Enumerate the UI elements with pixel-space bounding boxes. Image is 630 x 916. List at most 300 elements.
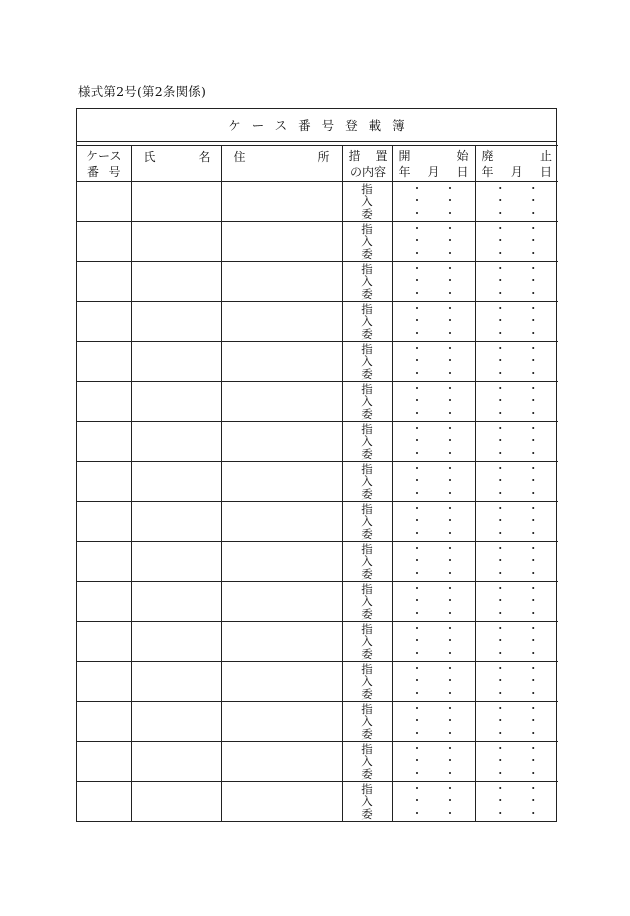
- measure-cell[interactable]: [342, 582, 392, 622]
- header-end-char: 止: [539, 148, 552, 163]
- date-separator-dot: ・: [527, 181, 539, 195]
- date-separator-dot: ・: [444, 274, 456, 288]
- date-separator-dot: ・: [494, 806, 506, 820]
- address-cell[interactable]: [221, 262, 342, 302]
- header-address-char: 所: [317, 149, 330, 164]
- date-separator-dot: ・: [411, 274, 423, 288]
- register-row: [77, 342, 558, 382]
- address-cell[interactable]: [221, 182, 342, 222]
- date-separator-dot: ・: [494, 674, 506, 688]
- date-separator-dot: ・: [527, 754, 539, 768]
- date-separator-dot: ・: [444, 686, 456, 700]
- measure-option: 指: [361, 661, 373, 676]
- start-date-cell[interactable]: [392, 462, 475, 502]
- date-separator-dot: ・: [411, 781, 423, 795]
- end-date-cell[interactable]: [475, 262, 558, 302]
- date-separator-dot: ・: [527, 446, 539, 460]
- case-register-sheet: [76, 108, 557, 822]
- date-separator-dot: ・: [527, 301, 539, 315]
- end-date-cell[interactable]: [475, 582, 558, 622]
- date-separator-dot: ・: [527, 701, 539, 715]
- case-number-cell[interactable]: [77, 302, 131, 342]
- address-cell[interactable]: [221, 662, 342, 702]
- date-separator-dot: ・: [494, 514, 506, 528]
- header-name-char: 名: [198, 149, 211, 164]
- measure-cell[interactable]: [342, 262, 392, 302]
- date-separator-dot: ・: [527, 246, 539, 260]
- case-number-cell[interactable]: [77, 622, 131, 662]
- date-separator-dot: ・: [494, 434, 506, 448]
- end-date-cell[interactable]: [475, 782, 558, 822]
- measure-cell[interactable]: [342, 662, 392, 702]
- date-separator-dot: ・: [494, 646, 506, 660]
- date-separator-dot: ・: [444, 634, 456, 648]
- date-separator-dot: ・: [494, 314, 506, 328]
- date-separator-dot: ・: [444, 366, 456, 380]
- register-row: [77, 382, 558, 422]
- date-separator-dot: ・: [527, 766, 539, 780]
- measure-option: 指: [361, 301, 373, 316]
- date-separator-dot: ・: [444, 206, 456, 220]
- end-date-cell[interactable]: [475, 502, 558, 542]
- date-separator-dot: ・: [527, 261, 539, 275]
- register-table: [77, 145, 558, 821]
- case-number-cell[interactable]: [77, 382, 131, 422]
- end-date-cell[interactable]: [475, 222, 558, 262]
- measure-option: 入: [361, 594, 373, 609]
- date-separator-dot: ・: [527, 461, 539, 475]
- date-separator-dot: ・: [444, 806, 456, 820]
- date-separator-dot: ・: [494, 286, 506, 300]
- case-number-cell[interactable]: [77, 662, 131, 702]
- date-separator-dot: ・: [444, 701, 456, 715]
- end-date-cell[interactable]: [475, 382, 558, 422]
- date-separator-dot: ・: [411, 754, 423, 768]
- date-separator-dot: ・: [411, 686, 423, 700]
- measure-option: 入: [361, 794, 373, 809]
- date-separator-dot: ・: [494, 554, 506, 568]
- date-separator-dot: ・: [411, 394, 423, 408]
- date-separator-dot: ・: [494, 701, 506, 715]
- measure-option: 入: [361, 474, 373, 489]
- date-separator-dot: ・: [411, 181, 423, 195]
- register-title-row: [77, 109, 556, 142]
- start-date-cell[interactable]: [392, 382, 475, 422]
- name-cell[interactable]: [131, 262, 221, 302]
- date-separator-dot: ・: [527, 606, 539, 620]
- date-separator-dot: ・: [527, 806, 539, 820]
- date-separator-dot: ・: [411, 446, 423, 460]
- date-separator-dot: ・: [494, 754, 506, 768]
- date-separator-dot: ・: [444, 646, 456, 660]
- header-end-month: 月: [510, 164, 523, 179]
- date-separator-dot: ・: [494, 366, 506, 380]
- end-date-cell[interactable]: [475, 542, 558, 582]
- case-number-cell[interactable]: [77, 182, 131, 222]
- measure-option: 委: [361, 766, 373, 781]
- date-separator-dot: ・: [411, 286, 423, 300]
- measure-option: 入: [361, 314, 373, 329]
- header-start-year: 年: [398, 164, 411, 179]
- date-separator-dot: ・: [444, 766, 456, 780]
- date-separator-dot: ・: [494, 474, 506, 488]
- date-separator-dot: ・: [411, 554, 423, 568]
- date-separator-dot: ・: [494, 501, 506, 515]
- date-separator-dot: ・: [444, 406, 456, 420]
- start-date-cell[interactable]: [392, 782, 475, 822]
- date-separator-dot: ・: [494, 234, 506, 248]
- case-number-cell[interactable]: [77, 702, 131, 742]
- register-row: [77, 222, 558, 262]
- date-separator-dot: ・: [527, 501, 539, 515]
- measure-cell[interactable]: [342, 222, 392, 262]
- start-date-cell[interactable]: [392, 702, 475, 742]
- measure-option: 入: [361, 394, 373, 409]
- name-cell[interactable]: [131, 502, 221, 542]
- date-separator-dot: ・: [494, 686, 506, 700]
- name-cell[interactable]: [131, 542, 221, 582]
- header-address: [221, 146, 342, 182]
- date-separator-dot: ・: [444, 714, 456, 728]
- date-separator-dot: ・: [527, 634, 539, 648]
- measure-option: 委: [361, 726, 373, 741]
- date-separator-dot: ・: [494, 394, 506, 408]
- start-date-cell[interactable]: [392, 302, 475, 342]
- date-separator-dot: ・: [494, 634, 506, 648]
- measure-option: 委: [361, 406, 373, 421]
- measure-option: 指: [361, 341, 373, 356]
- date-separator-dot: ・: [527, 526, 539, 540]
- date-separator-dot: ・: [494, 594, 506, 608]
- header-row: [77, 146, 558, 182]
- address-cell[interactable]: [221, 782, 342, 822]
- case-number-cell[interactable]: [77, 462, 131, 502]
- date-separator-dot: ・: [444, 221, 456, 235]
- header-start-day: 日: [456, 164, 469, 179]
- name-cell[interactable]: [131, 662, 221, 702]
- address-cell[interactable]: [221, 622, 342, 662]
- date-separator-dot: ・: [444, 581, 456, 595]
- measure-option: 指: [361, 381, 373, 396]
- date-separator-dot: ・: [494, 766, 506, 780]
- measure-option: 指: [361, 461, 373, 476]
- date-separator-dot: ・: [444, 434, 456, 448]
- register-row: [77, 502, 558, 542]
- name-cell[interactable]: [131, 782, 221, 822]
- start-date-cell[interactable]: [392, 542, 475, 582]
- date-separator-dot: ・: [527, 314, 539, 328]
- date-separator-dot: ・: [444, 794, 456, 808]
- date-separator-dot: ・: [494, 486, 506, 500]
- header-case-char: 号: [108, 164, 121, 179]
- date-separator-dot: ・: [527, 274, 539, 288]
- address-cell[interactable]: [221, 222, 342, 262]
- case-number-cell[interactable]: [77, 342, 131, 382]
- name-cell[interactable]: [131, 742, 221, 782]
- measure-option: 入: [361, 634, 373, 649]
- start-date-cell[interactable]: [392, 622, 475, 662]
- measure-option: 入: [361, 754, 373, 769]
- register-row: [77, 262, 558, 302]
- end-date-cell[interactable]: [475, 422, 558, 462]
- date-separator-dot: ・: [444, 286, 456, 300]
- date-separator-dot: ・: [444, 261, 456, 275]
- start-date-cell[interactable]: [392, 582, 475, 622]
- measure-option: 委: [361, 526, 373, 541]
- date-separator-dot: ・: [411, 594, 423, 608]
- date-separator-dot: ・: [411, 806, 423, 820]
- end-date-cell[interactable]: [475, 462, 558, 502]
- date-separator-dot: ・: [494, 606, 506, 620]
- form-number-label: 様式第2号(第2条関係): [78, 84, 207, 99]
- date-separator-dot: ・: [527, 474, 539, 488]
- name-cell[interactable]: [131, 222, 221, 262]
- date-separator-dot: ・: [494, 301, 506, 315]
- measure-cell[interactable]: [342, 422, 392, 462]
- date-separator-dot: ・: [527, 354, 539, 368]
- address-cell[interactable]: [221, 502, 342, 542]
- start-date-cell[interactable]: [392, 742, 475, 782]
- date-separator-dot: ・: [494, 526, 506, 540]
- date-separator-dot: ・: [527, 781, 539, 795]
- name-cell[interactable]: [131, 582, 221, 622]
- address-cell[interactable]: [221, 542, 342, 582]
- date-separator-dot: ・: [494, 341, 506, 355]
- header-start-date: [392, 146, 475, 182]
- measure-option: 入: [361, 274, 373, 289]
- date-separator-dot: ・: [494, 221, 506, 235]
- date-separator-dot: ・: [527, 661, 539, 675]
- name-cell[interactable]: [131, 422, 221, 462]
- date-separator-dot: ・: [444, 594, 456, 608]
- date-separator-dot: ・: [444, 661, 456, 675]
- header-case-number: [77, 146, 131, 182]
- date-separator-dot: ・: [411, 794, 423, 808]
- measure-cell[interactable]: [342, 702, 392, 742]
- case-number-cell[interactable]: [77, 782, 131, 822]
- start-date-cell[interactable]: [392, 342, 475, 382]
- date-separator-dot: ・: [444, 394, 456, 408]
- measure-cell[interactable]: [342, 782, 392, 822]
- date-separator-dot: ・: [494, 421, 506, 435]
- header-start-month: 月: [427, 164, 440, 179]
- address-cell[interactable]: [221, 582, 342, 622]
- case-number-cell[interactable]: [77, 502, 131, 542]
- date-separator-dot: ・: [527, 741, 539, 755]
- header-end-char: 廃: [481, 148, 494, 163]
- measure-cell[interactable]: [342, 742, 392, 782]
- date-separator-dot: ・: [411, 434, 423, 448]
- measure-cell[interactable]: [342, 502, 392, 542]
- measure-cell[interactable]: [342, 302, 392, 342]
- date-separator-dot: ・: [527, 394, 539, 408]
- date-separator-dot: ・: [527, 206, 539, 220]
- date-separator-dot: ・: [444, 554, 456, 568]
- address-cell[interactable]: [221, 382, 342, 422]
- start-date-cell[interactable]: [392, 222, 475, 262]
- date-separator-dot: ・: [411, 646, 423, 660]
- date-separator-dot: ・: [527, 686, 539, 700]
- date-separator-dot: ・: [411, 526, 423, 540]
- start-date-cell[interactable]: [392, 662, 475, 702]
- date-separator-dot: ・: [494, 326, 506, 340]
- date-separator-dot: ・: [411, 381, 423, 395]
- end-date-cell[interactable]: [475, 182, 558, 222]
- name-cell[interactable]: [131, 622, 221, 662]
- case-number-cell[interactable]: [77, 422, 131, 462]
- measure-option: 指: [361, 221, 373, 236]
- measure-cell[interactable]: [342, 622, 392, 662]
- header-address-char: 住: [233, 149, 246, 164]
- register-row: [77, 422, 558, 462]
- register-row: [77, 662, 558, 702]
- measure-option: 入: [361, 674, 373, 689]
- measure-option: 委: [361, 366, 373, 381]
- date-separator-dot: ・: [411, 301, 423, 315]
- date-separator-dot: ・: [444, 754, 456, 768]
- address-cell[interactable]: [221, 742, 342, 782]
- measure-option: 入: [361, 194, 373, 209]
- date-separator-dot: ・: [494, 446, 506, 460]
- date-separator-dot: ・: [527, 594, 539, 608]
- start-date-cell[interactable]: [392, 422, 475, 462]
- name-cell[interactable]: [131, 382, 221, 422]
- header-measure-char: 措: [348, 148, 361, 163]
- date-separator-dot: ・: [444, 354, 456, 368]
- measure-option: 指: [361, 421, 373, 436]
- date-separator-dot: ・: [444, 621, 456, 635]
- case-number-cell[interactable]: [77, 542, 131, 582]
- header-case-char: 番: [87, 164, 100, 179]
- date-separator-dot: ・: [444, 501, 456, 515]
- date-separator-dot: ・: [527, 366, 539, 380]
- measure-option: 入: [361, 514, 373, 529]
- case-number-cell[interactable]: [77, 582, 131, 622]
- case-number-cell[interactable]: [77, 222, 131, 262]
- address-cell[interactable]: [221, 302, 342, 342]
- start-date-cell[interactable]: [392, 502, 475, 542]
- date-separator-dot: ・: [527, 646, 539, 660]
- date-separator-dot: ・: [444, 326, 456, 340]
- measure-option: 指: [361, 621, 373, 636]
- register-title: ケース番号登載簿: [228, 118, 416, 133]
- date-separator-dot: ・: [494, 261, 506, 275]
- date-separator-dot: ・: [494, 461, 506, 475]
- register-row: [77, 702, 558, 742]
- measure-option: 指: [361, 501, 373, 516]
- address-cell[interactable]: [221, 462, 342, 502]
- measure-cell[interactable]: [342, 382, 392, 422]
- end-date-cell[interactable]: [475, 662, 558, 702]
- date-separator-dot: ・: [444, 674, 456, 688]
- date-separator-dot: ・: [411, 514, 423, 528]
- date-separator-dot: ・: [411, 406, 423, 420]
- date-separator-dot: ・: [411, 234, 423, 248]
- date-separator-dot: ・: [494, 206, 506, 220]
- start-date-cell[interactable]: [392, 262, 475, 302]
- date-separator-dot: ・: [444, 606, 456, 620]
- end-date-cell[interactable]: [475, 302, 558, 342]
- date-separator-dot: ・: [527, 714, 539, 728]
- header-start-char: 始: [456, 148, 469, 163]
- start-date-cell[interactable]: [392, 182, 475, 222]
- date-separator-dot: ・: [411, 714, 423, 728]
- measure-option: 指: [361, 701, 373, 716]
- measure-cell[interactable]: [342, 542, 392, 582]
- name-cell[interactable]: [131, 182, 221, 222]
- date-separator-dot: ・: [527, 326, 539, 340]
- end-date-cell[interactable]: [475, 742, 558, 782]
- end-date-cell[interactable]: [475, 342, 558, 382]
- date-separator-dot: ・: [444, 314, 456, 328]
- measure-cell[interactable]: [342, 462, 392, 502]
- date-separator-dot: ・: [494, 541, 506, 555]
- date-separator-dot: ・: [444, 726, 456, 740]
- measure-option: 委: [361, 446, 373, 461]
- measure-option: 委: [361, 806, 373, 821]
- date-separator-dot: ・: [444, 461, 456, 475]
- name-cell[interactable]: [131, 702, 221, 742]
- measure-option: 入: [361, 554, 373, 569]
- date-separator-dot: ・: [527, 486, 539, 500]
- end-date-cell[interactable]: [475, 622, 558, 662]
- case-number-cell[interactable]: [77, 742, 131, 782]
- date-separator-dot: ・: [444, 194, 456, 208]
- measure-option: 委: [361, 686, 373, 701]
- address-cell[interactable]: [221, 702, 342, 742]
- measure-option: 委: [361, 326, 373, 341]
- date-separator-dot: ・: [411, 354, 423, 368]
- date-separator-dot: ・: [494, 246, 506, 260]
- date-separator-dot: ・: [527, 381, 539, 395]
- address-cell[interactable]: [221, 422, 342, 462]
- date-separator-dot: ・: [444, 526, 456, 540]
- register-row: [77, 462, 558, 502]
- date-separator-dot: ・: [444, 514, 456, 528]
- date-separator-dot: ・: [527, 554, 539, 568]
- measure-option: 入: [361, 714, 373, 729]
- measure-option: 委: [361, 246, 373, 261]
- end-date-cell[interactable]: [475, 702, 558, 742]
- date-separator-dot: ・: [444, 181, 456, 195]
- name-cell[interactable]: [131, 302, 221, 342]
- date-separator-dot: ・: [411, 366, 423, 380]
- date-separator-dot: ・: [411, 314, 423, 328]
- date-separator-dot: ・: [411, 486, 423, 500]
- register-row: [77, 542, 558, 582]
- date-separator-dot: ・: [411, 674, 423, 688]
- measure-cell[interactable]: [342, 342, 392, 382]
- date-separator-dot: ・: [444, 486, 456, 500]
- register-row: [77, 782, 558, 822]
- date-separator-dot: ・: [444, 234, 456, 248]
- measure-option: 委: [361, 566, 373, 581]
- name-cell[interactable]: [131, 342, 221, 382]
- name-cell[interactable]: [131, 462, 221, 502]
- measure-option: 委: [361, 286, 373, 301]
- date-separator-dot: ・: [527, 434, 539, 448]
- header-measure-line2: の内容: [349, 164, 386, 179]
- date-separator-dot: ・: [494, 381, 506, 395]
- measure-option: 入: [361, 434, 373, 449]
- address-cell[interactable]: [221, 342, 342, 382]
- measure-cell[interactable]: [342, 182, 392, 222]
- date-separator-dot: ・: [444, 421, 456, 435]
- measure-option: 指: [361, 261, 373, 276]
- case-number-cell[interactable]: [77, 262, 131, 302]
- date-separator-dot: ・: [527, 674, 539, 688]
- date-separator-dot: ・: [527, 514, 539, 528]
